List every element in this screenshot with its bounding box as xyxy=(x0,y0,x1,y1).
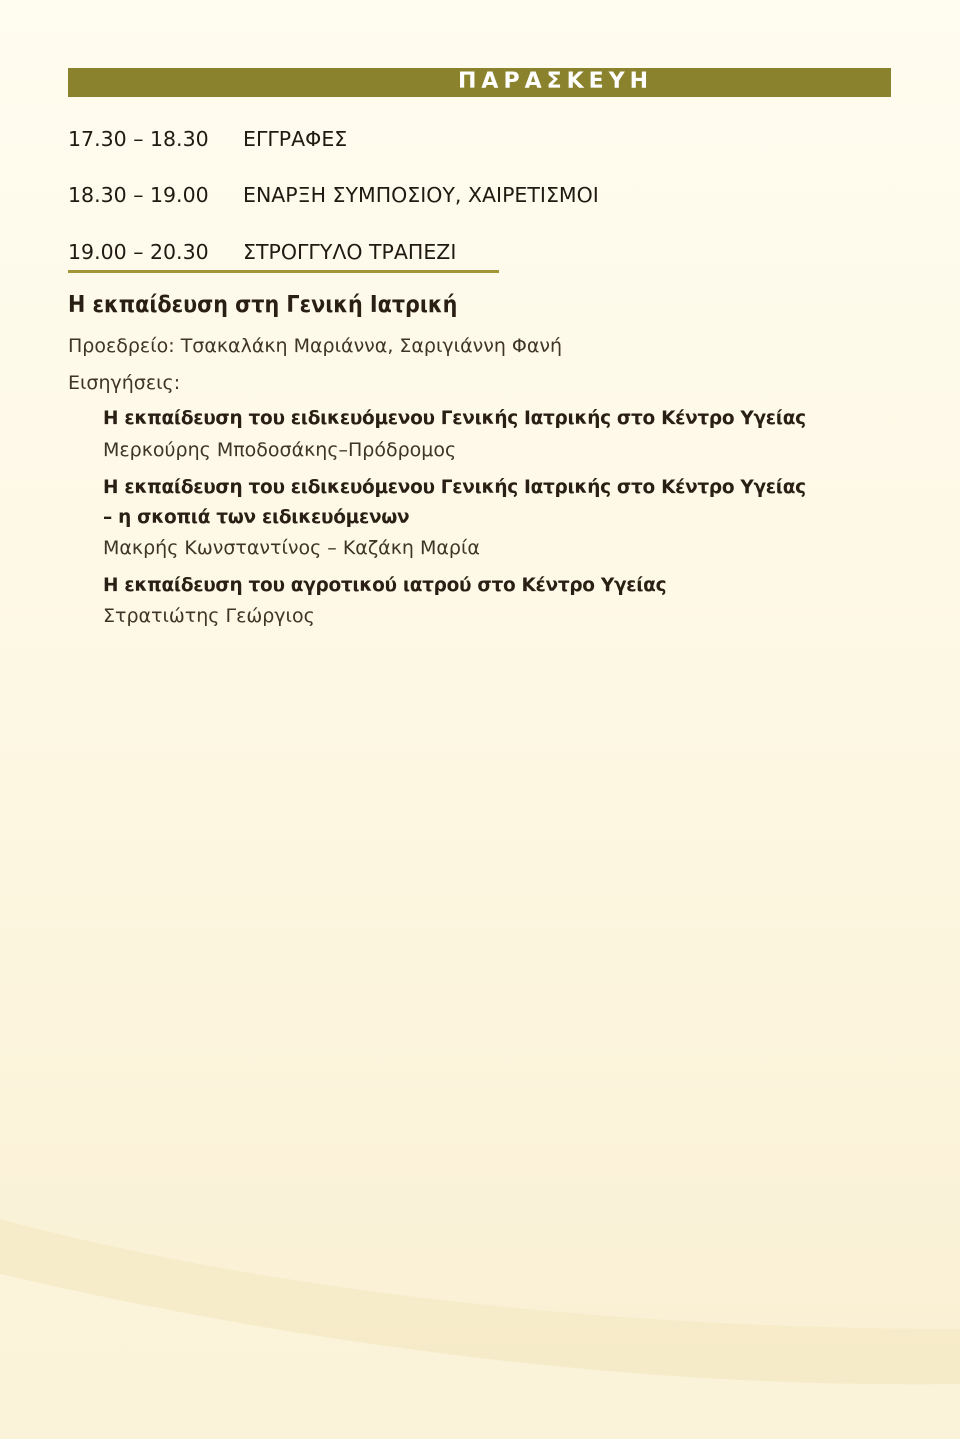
decorative-background-swoosh xyxy=(0,1179,960,1439)
schedule-time: 18.30 – 19.00 xyxy=(68,183,209,207)
day-banner-label: ΠΑΡΑΣΚΕΥΗ xyxy=(458,69,654,94)
session-chairs: Προεδρείο: Τσακαλάκη Μαριάννα, Σαριγιάννη Φανή xyxy=(68,335,563,357)
schedule-time: 19.00 – 20.30 xyxy=(68,240,209,264)
session-title: Η εκπαίδευση στη Γενική Ιατρική xyxy=(68,292,458,318)
round-table-underline xyxy=(68,270,499,273)
talk-1-title: Η εκπαίδευση του ειδικευόμενου Γενικής Ιατρικής στο Κέντρο Υγείας xyxy=(103,408,806,429)
schedule-title: ΕΓΓΡΑΦΕΣ xyxy=(243,127,348,151)
talk-2-title: Η εκπαίδευση του ειδικευόμενου Γενικής Ιατρικής στο Κέντρο Υγείας xyxy=(103,477,806,498)
talk-3-speakers: Στρατιώτης Γεώργιος xyxy=(103,605,315,627)
schedule-title: ΕΝΑΡΞΗ ΣΥΜΠΟΣΙΟΥ, ΧΑΙΡΕΤΙΣΜΟΙ xyxy=(243,183,599,207)
talk-2-speakers: Μακρής Κωνσταντίνος – Καζάκη Μαρία xyxy=(103,537,480,559)
schedule-time: 17.30 – 18.30 xyxy=(68,127,209,151)
presentations-label: Εισηγήσεις: xyxy=(68,372,181,394)
schedule-row-registration xyxy=(68,126,347,152)
talk-2-title-continued: – η σκοπιά των ειδικευόμενων xyxy=(103,507,410,528)
day-banner xyxy=(68,68,891,97)
schedule-row-opening xyxy=(68,182,599,208)
talk-1-speakers: Μερκούρης Μποδοσάκης–Πρόδρομος xyxy=(103,439,457,461)
schedule-title: ΣΤΡΟΓΓΥΛΟ ΤΡΑΠΕΖΙ xyxy=(243,240,457,264)
talk-3-title: Η εκπαίδευση του αγροτικού ιατρού στο Κέντρο Υγείας xyxy=(103,575,667,596)
schedule-row-round-table xyxy=(68,239,456,265)
